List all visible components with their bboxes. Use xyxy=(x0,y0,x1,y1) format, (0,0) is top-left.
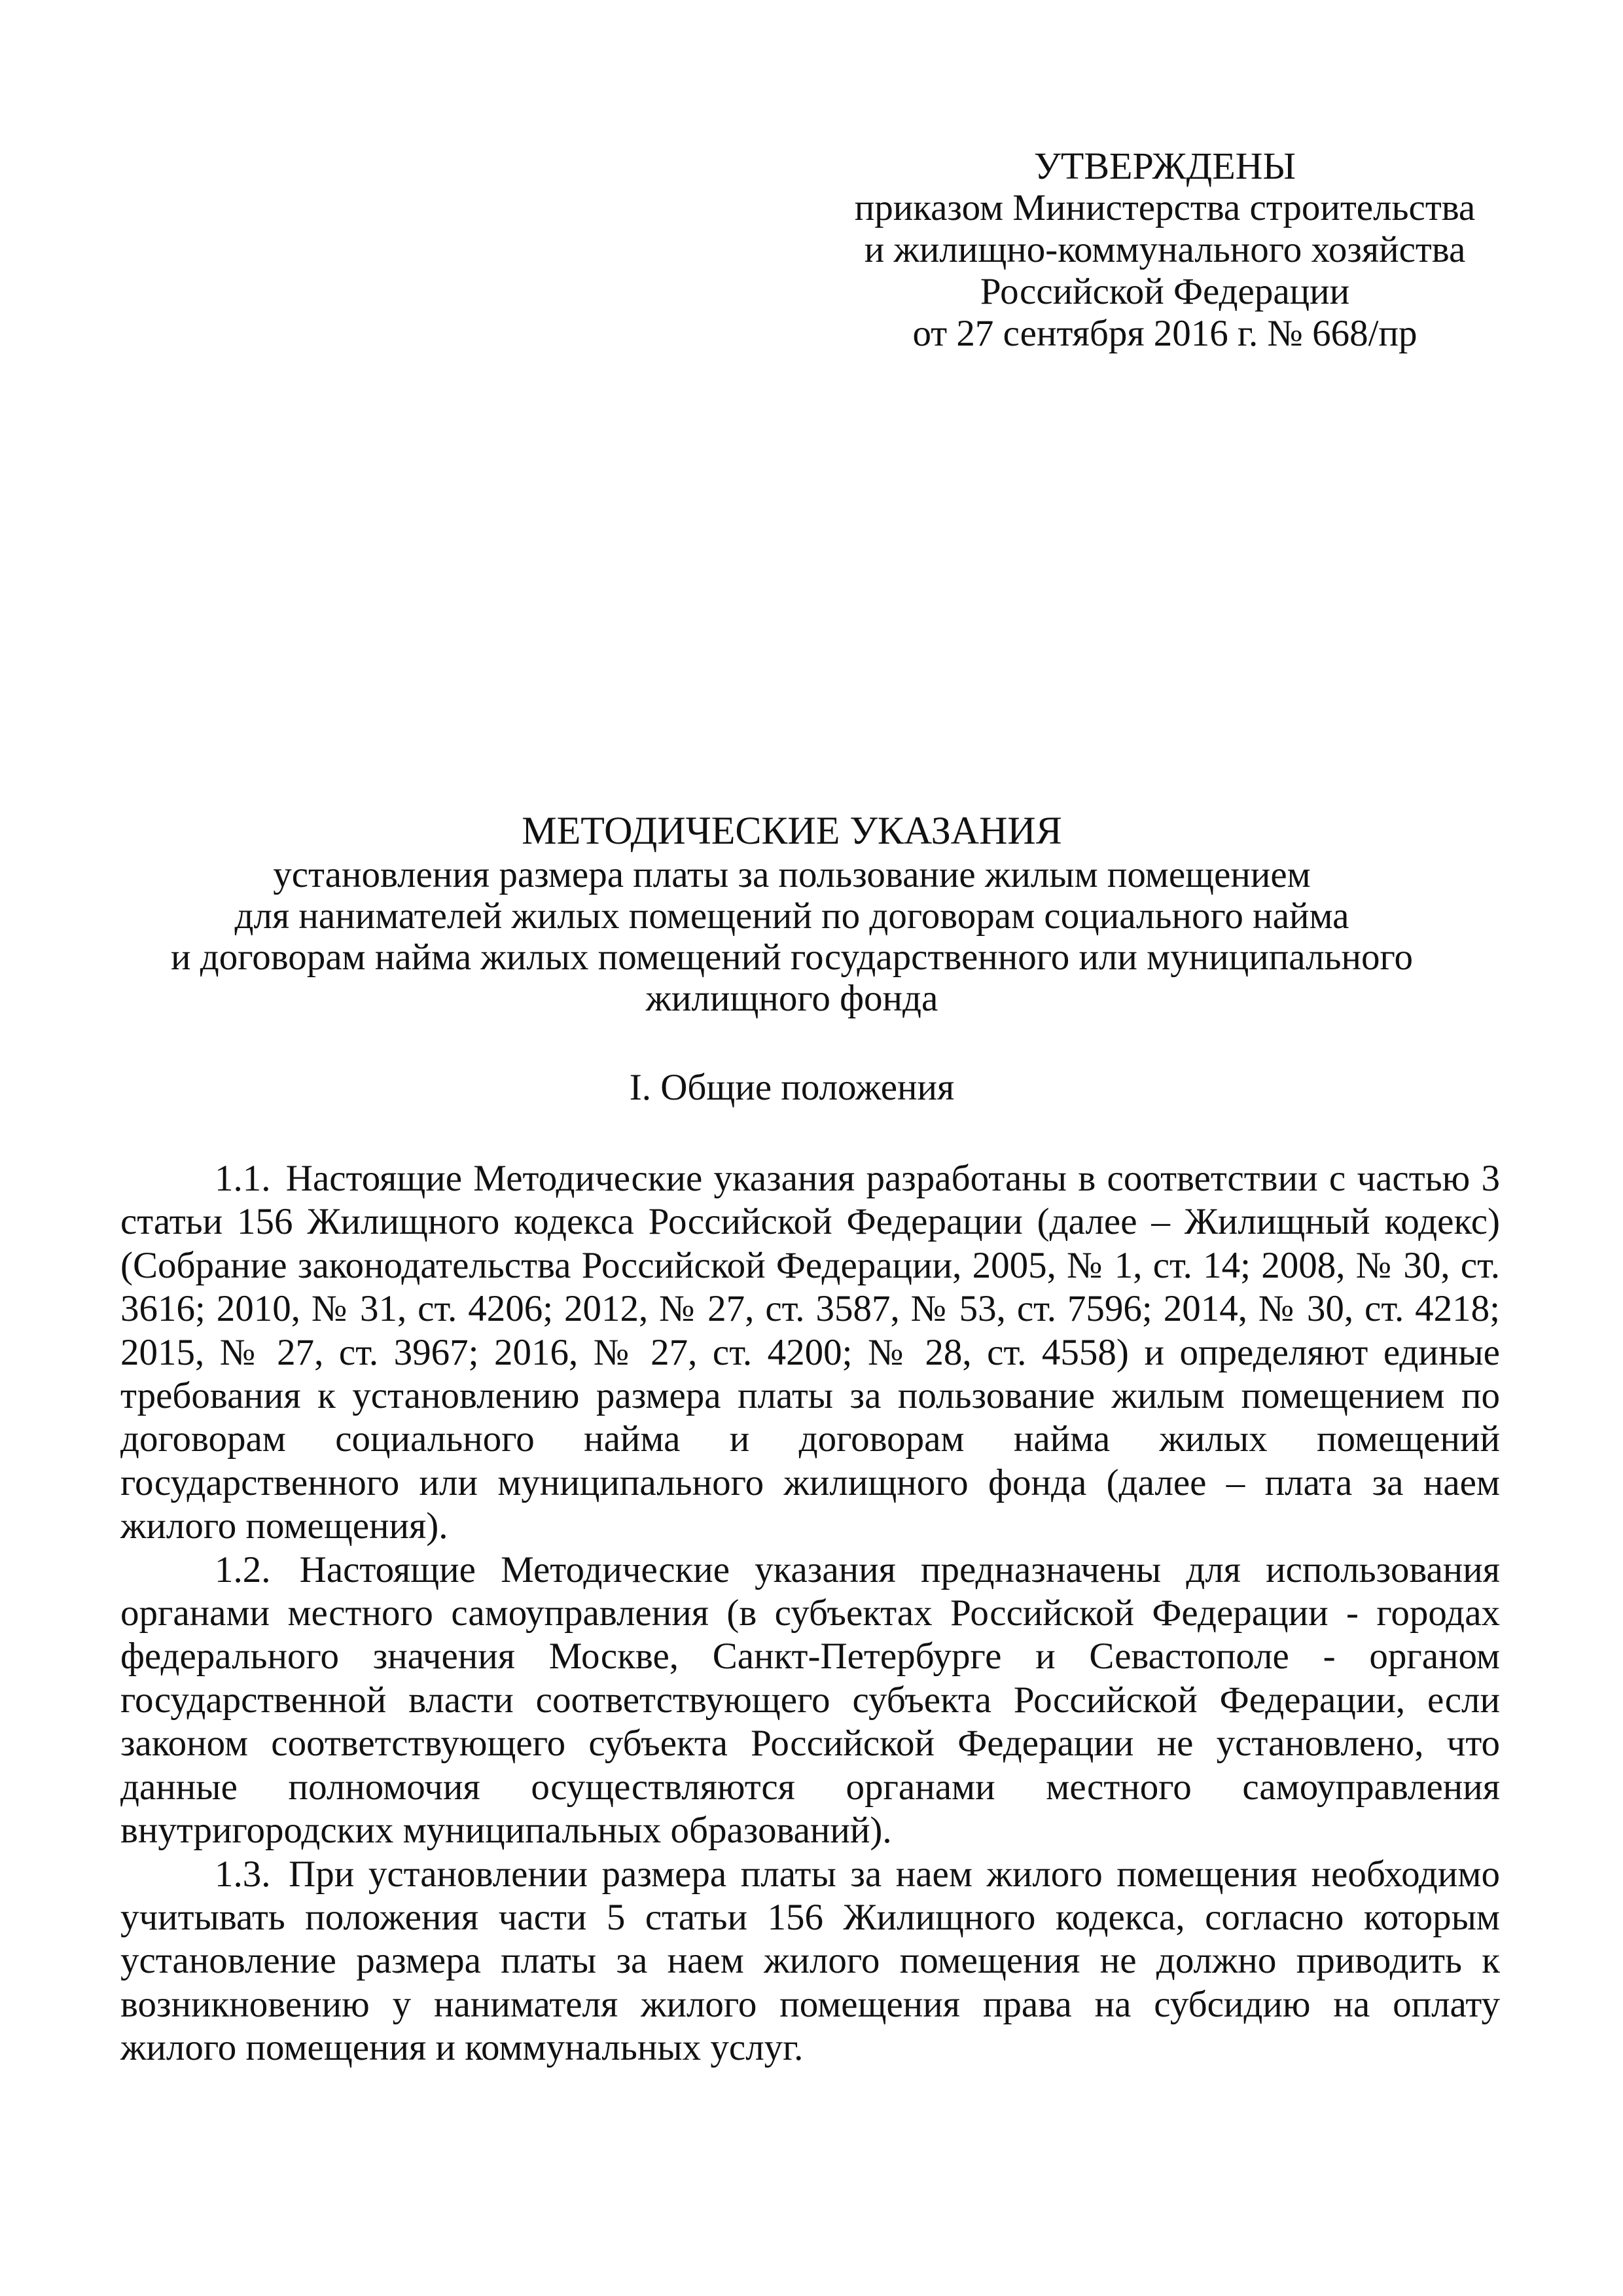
approval-block xyxy=(805,145,1525,355)
document-subtitle-line-2: для нанимателей жилых помещений по договорам социального найма xyxy=(234,895,1349,937)
document-title: МЕТОДИЧЕСКИЕ УКАЗАНИЯ xyxy=(522,809,1062,852)
paragraph-1-2 xyxy=(120,1549,1500,1853)
paragraph-number: 1.1. xyxy=(215,1158,271,1199)
approval-line-3: Российской Федерации xyxy=(980,271,1350,312)
approval-status: УТВЕРЖДЕНЫ xyxy=(1033,145,1296,187)
paragraph-text: Настоящие Методические указания предназначены для использования органами местного самоуправления (в субъектах Российской Федерации - городах федерального значения Москве, Санкт-Петербурге и Севастополе - органом государственной власти соответствующего субъекта Российской Федерации, если законом соответствующего субъекта Российской Федерации не установлено, что данные полномочия осуществляются органами местного самоуправления внутригородских муниципальных образований). xyxy=(120,1549,1501,1852)
paragraph-text: Настоящие Методические указания разработаны в соответствии с частью 3 статьи 156 Жилищного кодекса Российской Федерации (далее – Жилищный кодекс) (Собрание законодательства Российской Федерации, 2005, № 1, ст. 14; 2008, № 30, ст. 3616; 2010, № 31, ст. 4206; 2012, № 27, ст. 3587, № 53, ст. 7596; 2014, № 30, ст. 4218; 2015, № 27, ст. 3967; 2016, № 27, ст. 4200; № 28, ст. 4558) и определяют единые требования к установлению размера платы за пользование жилым помещением по договорам социального найма и договорам найма жилых помещений государственного или муниципального жилищного фонда (далее – плата за наем жилого помещения). xyxy=(120,1158,1500,1547)
document-title-block xyxy=(131,810,1453,1019)
paragraph-number: 1.3. xyxy=(215,1853,271,1895)
document-subtitle-line-4: жилищного фонда xyxy=(645,978,938,1019)
paragraph-1-3 xyxy=(120,1853,1500,2070)
document-subtitle-line-3: и договорам найма жилых помещений государственного или муниципального xyxy=(171,937,1413,978)
section-heading: I. Общие положения xyxy=(629,1067,955,1108)
document-body xyxy=(120,1157,1500,2070)
paragraph-text: При установлении размера платы за наем жилого помещения необходимо учитывать положения части 5 статьи 156 Жилищного кодекса, согласно которым установление размера платы за наем жилого помещения не должно приводить к возникновению у нанимателя жилого помещения права на субсидию на оплату жилого помещения и коммунальных услуг. xyxy=(120,1853,1501,2069)
approval-line-2: и жилищно-коммунального хозяйства xyxy=(864,229,1466,270)
approval-line-4: от 27 сентября 2016 г. № 668/пр xyxy=(912,313,1418,354)
approval-line-1: приказом Министерства строительства xyxy=(854,187,1476,228)
paragraph-1-1 xyxy=(120,1157,1500,1549)
document-subtitle-line-1: установления размера платы за пользование жилым помещением xyxy=(273,854,1311,895)
paragraph-number: 1.2. xyxy=(215,1549,271,1590)
